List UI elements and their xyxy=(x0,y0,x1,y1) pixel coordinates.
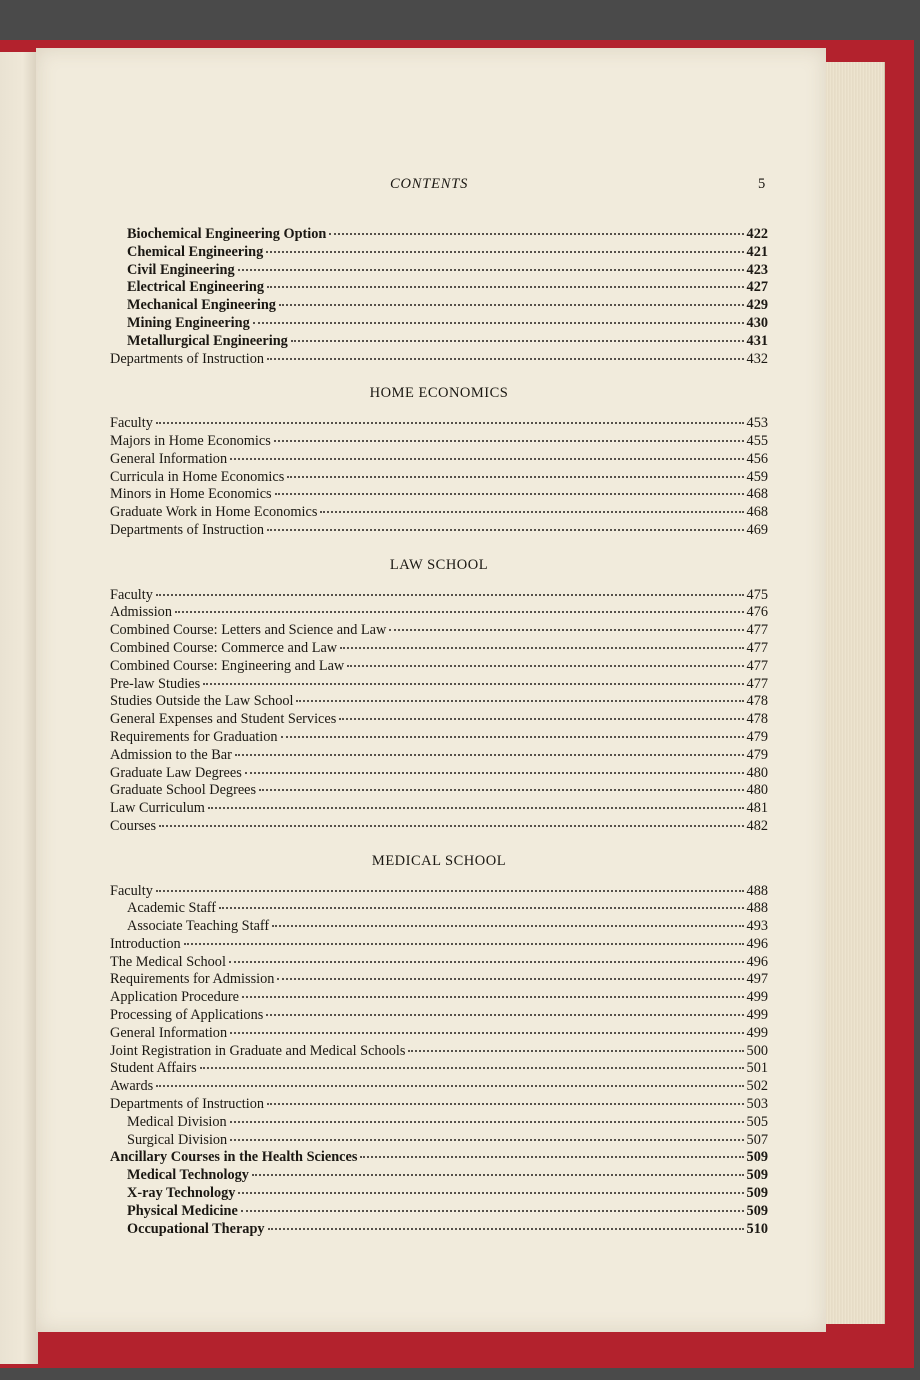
toc-entry-label: Admission xyxy=(110,604,172,621)
toc-entry-page: 427 xyxy=(746,279,768,296)
toc-entry xyxy=(110,1025,768,1043)
toc-entry-page: 500 xyxy=(746,1042,768,1059)
toc-entry-page: 475 xyxy=(746,586,768,603)
toc-entry-page: 430 xyxy=(746,314,768,331)
toc-entry-label: Surgical Division xyxy=(127,1131,228,1148)
dot-leader xyxy=(408,1049,743,1052)
toc-entry-label: Associate Teaching Staff xyxy=(127,918,270,935)
toc-entry-label: Minors in Home Economics xyxy=(110,486,272,503)
toc-entry-page: 482 xyxy=(746,817,768,834)
dot-leader xyxy=(279,303,744,306)
toc-entry xyxy=(110,711,768,729)
toc-entry-page: 478 xyxy=(746,693,768,710)
toc-entry-page: 509 xyxy=(746,1202,768,1219)
section-heading-medical-school: MEDICAL SCHOOL xyxy=(371,852,507,869)
toc-entry xyxy=(110,1167,768,1185)
toc-entry-label: Faculty xyxy=(110,415,153,432)
toc-entry-page: 481 xyxy=(746,800,768,817)
toc-entry xyxy=(110,765,768,783)
toc-entry-label: Graduate Work in Home Economics xyxy=(110,504,318,521)
toc-entry-label: Graduate School Degrees xyxy=(110,782,257,799)
toc-entry xyxy=(110,486,768,504)
toc-entry-page: 496 xyxy=(746,953,768,970)
toc-entry xyxy=(110,640,768,658)
dot-leader xyxy=(159,824,743,827)
dot-leader xyxy=(230,457,743,460)
toc-entry-label: Electrical Engineering xyxy=(127,279,264,296)
toc-entry-page: 456 xyxy=(746,450,768,467)
toc-entry-label: Chemical Engineering xyxy=(127,243,264,260)
dot-leader xyxy=(268,1227,744,1230)
toc-entry xyxy=(110,522,768,540)
toc-entry xyxy=(110,262,768,280)
toc-entry-label: Physical Medicine xyxy=(127,1202,238,1219)
toc-entry-label: Medical Division xyxy=(127,1113,227,1130)
toc-entry xyxy=(110,729,768,747)
toc-entry xyxy=(110,333,768,351)
toc-entry-page: 509 xyxy=(746,1185,768,1202)
dot-leader xyxy=(245,771,744,774)
toc-entry-label: Combined Course: Commerce and Law xyxy=(110,639,338,656)
toc-entry-page: 499 xyxy=(746,1024,768,1041)
toc-entry-label: Mining Engineering xyxy=(127,314,250,331)
toc-entry xyxy=(110,800,768,818)
toc-entry xyxy=(110,451,768,469)
toc-entry-page: 468 xyxy=(746,486,768,503)
toc-entry-page: 477 xyxy=(746,622,768,639)
toc-entry-page: 479 xyxy=(746,746,768,763)
toc-entry-page: 488 xyxy=(746,882,768,899)
toc-entry-page: 501 xyxy=(746,1060,768,1077)
table-of-contents xyxy=(110,226,768,1238)
dot-leader xyxy=(277,977,743,980)
dot-leader xyxy=(259,788,743,791)
dot-leader xyxy=(219,906,743,909)
toc-entry-label: Biochemical Engineering Option xyxy=(127,226,327,242)
toc-entry-label: Medical Technology xyxy=(127,1167,249,1184)
toc-entry xyxy=(110,883,768,901)
toc-entry xyxy=(110,676,768,694)
toc-entry-label: Combined Course: Letters and Science and Law xyxy=(110,622,387,639)
toc-entry-page: 431 xyxy=(746,332,768,349)
dot-leader xyxy=(281,735,744,738)
toc-entry-page: 496 xyxy=(746,935,768,952)
toc-entry xyxy=(110,1078,768,1096)
dot-leader xyxy=(235,753,744,756)
toc-entry-page: 421 xyxy=(746,243,768,260)
dot-leader xyxy=(230,1120,744,1123)
toc-entry xyxy=(110,351,768,369)
dot-leader xyxy=(229,960,744,963)
toc-entry-page: 477 xyxy=(746,675,768,692)
toc-entry xyxy=(110,971,768,989)
toc-entry-page: 510 xyxy=(746,1220,768,1237)
toc-entry-page: 503 xyxy=(746,1096,768,1113)
toc-entry-label: X-ray Technology xyxy=(127,1185,236,1202)
toc-entry-page: 432 xyxy=(746,350,768,367)
dot-leader xyxy=(267,285,744,288)
toc-entry xyxy=(110,1132,768,1150)
dot-leader xyxy=(156,421,744,424)
dot-leader xyxy=(267,528,743,531)
toc-entry-page: 502 xyxy=(746,1078,768,1095)
dot-leader xyxy=(389,628,743,631)
toc-section-home-economics xyxy=(110,415,768,540)
dot-leader xyxy=(175,610,744,613)
toc-entry xyxy=(110,226,768,244)
toc-entry-label: Courses xyxy=(110,817,157,834)
toc-entry-page: 455 xyxy=(746,432,768,449)
page-number: 5 xyxy=(758,176,766,192)
section-heading-home-economics: HOME ECONOMICS xyxy=(369,385,509,402)
dot-leader xyxy=(291,339,744,342)
dot-leader xyxy=(230,1138,743,1141)
toc-entry-page: 477 xyxy=(746,657,768,674)
dot-leader xyxy=(267,357,743,360)
toc-entry-label: Student Affairs xyxy=(110,1060,197,1077)
toc-entry xyxy=(110,782,768,800)
toc-entry xyxy=(110,587,768,605)
toc-entry-label: Application Procedure xyxy=(110,989,240,1006)
dot-leader xyxy=(230,1031,743,1034)
toc-entry-page: 477 xyxy=(746,639,768,656)
toc-entry xyxy=(110,658,768,676)
toc-entry xyxy=(110,315,768,333)
toc-entry xyxy=(110,415,768,433)
toc-entry-page: 468 xyxy=(746,504,768,521)
toc-entry-label: Civil Engineering xyxy=(127,261,235,278)
dot-leader xyxy=(272,924,743,927)
toc-entry-label: Requirements for Admission xyxy=(110,971,275,988)
dot-leader xyxy=(287,475,743,478)
toc-entry-page: 479 xyxy=(746,728,768,745)
toc-entry-label: General Information xyxy=(110,450,228,467)
dot-leader xyxy=(156,1084,743,1087)
dot-leader xyxy=(238,268,744,271)
toc-entry-label: Admission to the Bar xyxy=(110,746,232,763)
toc-entry xyxy=(110,989,768,1007)
dot-leader xyxy=(200,1066,744,1069)
toc-entry-page: 493 xyxy=(746,918,768,935)
dot-leader xyxy=(360,1155,743,1158)
toc-entry xyxy=(110,1096,768,1114)
toc-entry-page: 459 xyxy=(746,468,768,485)
toc-entry-page: 478 xyxy=(746,711,768,728)
dot-leader xyxy=(340,646,743,649)
toc-entry xyxy=(110,244,768,262)
dot-leader xyxy=(242,995,744,998)
toc-entry-label: Awards xyxy=(110,1078,154,1095)
toc-entry-label: Ancillary Courses in the Health Sciences xyxy=(110,1149,358,1166)
toc-entry xyxy=(110,279,768,297)
toc-entry-label: General Expenses and Student Services xyxy=(110,711,337,728)
dot-leader xyxy=(252,1173,744,1176)
dot-leader xyxy=(296,699,743,702)
toc-entry-label: Requirements for Graduation xyxy=(110,728,278,745)
toc-entry-page: 509 xyxy=(746,1167,768,1184)
toc-entry-label: Faculty xyxy=(110,882,153,899)
toc-entry-label: Majors in Home Economics xyxy=(110,432,271,449)
toc-entry-label: Mechanical Engineering xyxy=(127,297,276,314)
dot-leader xyxy=(267,1102,743,1105)
toc-entry-label: Departments of Instruction xyxy=(110,1096,265,1113)
toc-entry xyxy=(110,693,768,711)
toc-entry-page: 480 xyxy=(746,782,768,799)
toc-entry xyxy=(110,954,768,972)
toc-entry xyxy=(110,504,768,522)
dot-leader xyxy=(156,889,744,892)
dot-leader xyxy=(320,510,743,513)
toc-entry-page: 499 xyxy=(746,1007,768,1024)
toc-entry-page: 453 xyxy=(746,415,768,432)
toc-entry-page: 505 xyxy=(746,1113,768,1130)
toc-entry-label: General Information xyxy=(110,1024,228,1041)
toc-entry-page: 422 xyxy=(746,226,768,242)
toc-entry xyxy=(110,1114,768,1132)
dot-leader xyxy=(339,717,743,720)
dot-leader xyxy=(184,942,744,945)
toc-entry xyxy=(110,1221,768,1239)
toc-entry-label: Processing of Applications xyxy=(110,1007,264,1024)
toc-entry xyxy=(110,1007,768,1025)
dot-leader xyxy=(329,232,743,235)
toc-entry-label: Curricula in Home Economics xyxy=(110,468,285,485)
toc-entry xyxy=(110,900,768,918)
facing-page-edge xyxy=(0,52,38,1364)
toc-entry-label: The Medical School xyxy=(110,953,226,970)
dot-leader xyxy=(347,664,743,667)
toc-entry-label: Introduction xyxy=(110,935,181,952)
toc-entry xyxy=(110,433,768,451)
toc-entry-label: Departments of Instruction xyxy=(110,521,265,538)
toc-entry-label: Metallurgical Engineering xyxy=(127,332,288,349)
toc-entry xyxy=(110,1185,768,1203)
toc-entry xyxy=(110,1060,768,1078)
toc-entry-page: 469 xyxy=(746,521,768,538)
dot-leader xyxy=(156,593,744,596)
toc-entry xyxy=(110,818,768,836)
toc-entry xyxy=(110,936,768,954)
toc-entry xyxy=(110,1043,768,1061)
toc-entry-label: Joint Registration in Graduate and Medical Schools xyxy=(110,1042,406,1059)
toc-entry xyxy=(110,1203,768,1221)
toc-section-medical-school xyxy=(110,883,768,1239)
toc-entry xyxy=(110,297,768,315)
running-title: CONTENTS xyxy=(390,176,469,192)
toc-entry-page: 509 xyxy=(746,1149,768,1166)
toc-entry-label: Law Curriculum xyxy=(110,800,205,817)
toc-entry-page: 476 xyxy=(746,604,768,621)
toc-entry-page: 488 xyxy=(746,900,768,917)
toc-entry-page: 429 xyxy=(746,297,768,314)
toc-entry xyxy=(110,604,768,622)
toc-entry xyxy=(110,469,768,487)
toc-entry xyxy=(110,747,768,765)
toc-entry-page: 499 xyxy=(746,989,768,1006)
toc-entry-label: Combined Course: Engineering and Law xyxy=(110,657,345,674)
page-block-edge xyxy=(820,62,885,1324)
toc-entry-label: Departments of Instruction xyxy=(110,350,265,367)
toc-entry-label: Academic Staff xyxy=(127,900,217,917)
dot-leader xyxy=(266,250,743,253)
toc-entry-page: 497 xyxy=(746,971,768,988)
toc-entry-label: Graduate Law Degrees xyxy=(110,764,242,781)
toc-entry xyxy=(110,918,768,936)
toc-entry-label: Pre-law Studies xyxy=(110,675,201,692)
dot-leader xyxy=(253,321,744,324)
toc-entry-label: Studies Outside the Law School xyxy=(110,693,294,710)
toc-section-engineering-continued xyxy=(110,226,768,368)
toc-entry-label: Occupational Therapy xyxy=(127,1220,265,1237)
dot-leader xyxy=(203,682,743,685)
toc-entry xyxy=(110,1149,768,1167)
dot-leader xyxy=(266,1013,743,1016)
toc-entry-page: 507 xyxy=(746,1131,768,1148)
dot-leader xyxy=(274,439,744,442)
toc-entry-page: 423 xyxy=(746,261,768,278)
dot-leader xyxy=(208,806,744,809)
running-head xyxy=(0,176,920,196)
section-heading-law-school: LAW SCHOOL xyxy=(389,556,489,573)
dot-leader xyxy=(238,1191,743,1194)
toc-section-law-school xyxy=(110,587,768,836)
toc-entry-page: 480 xyxy=(746,764,768,781)
toc-entry-label: Faculty xyxy=(110,586,153,603)
toc-entry xyxy=(110,622,768,640)
dot-leader xyxy=(241,1209,744,1212)
dot-leader xyxy=(275,492,744,495)
